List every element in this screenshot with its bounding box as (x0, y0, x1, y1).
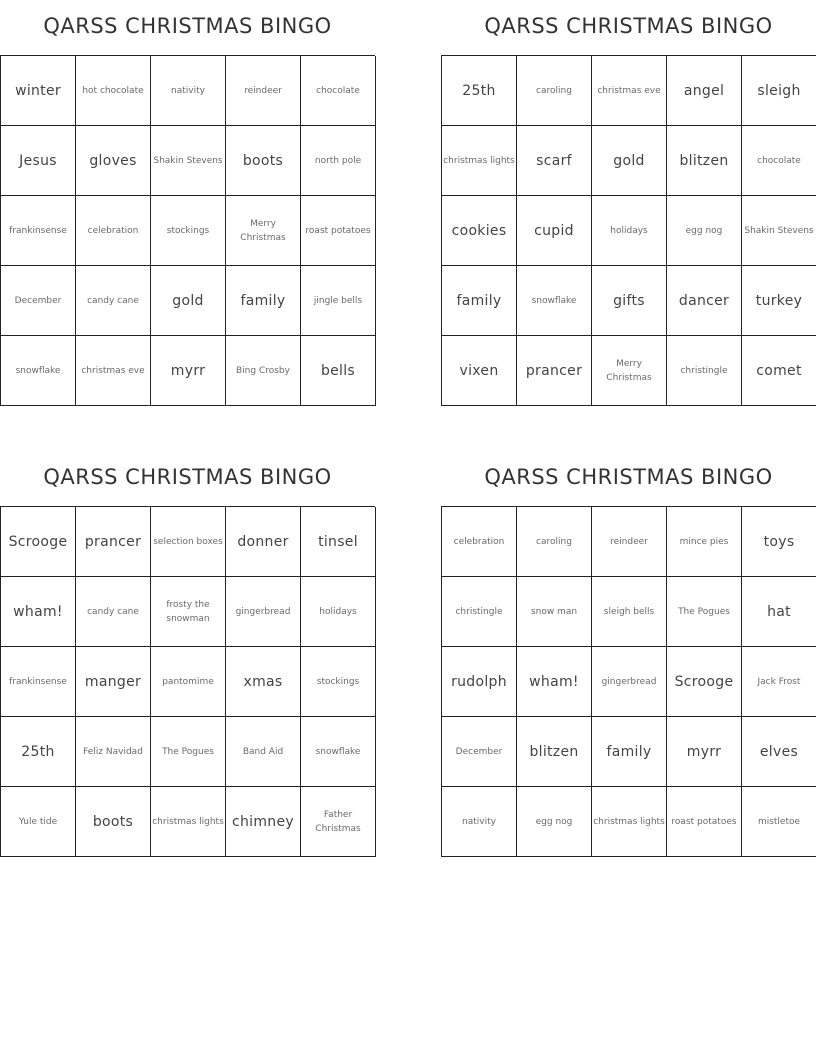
bingo-cell (301, 577, 376, 647)
bingo-cell-text: hot chocolate (82, 85, 144, 96)
bingo-cell (742, 717, 816, 787)
bingo-cell (667, 126, 742, 196)
bingo-cell (517, 507, 592, 577)
bingo-cell-text: blitzen (679, 152, 729, 169)
bingo-cell-text: Scrooge (8, 533, 68, 550)
bingo-cell (151, 577, 226, 647)
bingo-cell (76, 787, 151, 857)
bingo-cell (742, 336, 816, 406)
bingo-cell (592, 787, 667, 857)
bingo-cell-text: celebration (453, 536, 505, 547)
bingo-cell (442, 647, 517, 717)
bingo-cell (517, 196, 592, 266)
bingo-cell-text: snowflake (315, 746, 361, 757)
bingo-cell (301, 196, 376, 266)
card-title: QARSS CHRISTMAS BINGO (43, 14, 332, 38)
bingo-cell (1, 126, 76, 196)
bingo-cell (226, 647, 301, 717)
bingo-cell-text: chocolate (757, 155, 801, 166)
bingo-cell (301, 336, 376, 406)
bingo-cell (667, 266, 742, 336)
bingo-cell (592, 507, 667, 577)
bingo-cell-text: bells (320, 362, 356, 379)
bingo-cell-text: gold (172, 292, 204, 309)
bingo-cell-text: Yule tide (18, 816, 58, 827)
bingo-cell-text: gingerbread (235, 606, 291, 617)
bingo-cell-text: boots (92, 813, 134, 830)
bingo-cell-text: Jack Frost (757, 676, 801, 687)
bingo-cell-text: prancer (525, 362, 583, 379)
bingo-cell (592, 196, 667, 266)
bingo-cell-text: myrr (170, 362, 206, 379)
bingo-cell-text: caroling (536, 536, 572, 547)
bingo-cell (442, 196, 517, 266)
bingo-cell-text: elves (759, 743, 799, 760)
bingo-cell (517, 126, 592, 196)
bingo-cell-text: winter (15, 82, 61, 99)
bingo-cell-text: christingle (680, 365, 728, 376)
bingo-grid (0, 506, 375, 857)
bingo-cell-text: donner (237, 533, 289, 550)
bingo-cell-text: Shakin Stevens (153, 155, 223, 166)
bingo-cell (742, 266, 816, 336)
bingo-cell-text: Father Christmas (315, 809, 361, 834)
bingo-cell (1, 56, 76, 126)
bingo-cell (151, 787, 226, 857)
card-title: QARSS CHRISTMAS BINGO (484, 14, 773, 38)
bingo-cell-text: 25th (21, 743, 55, 760)
bingo-cell-text: Bing Crosby (236, 365, 290, 376)
bingo-cell-text: chocolate (316, 85, 360, 96)
bingo-cell (517, 577, 592, 647)
bingo-cell (151, 507, 226, 577)
bingo-cell (226, 126, 301, 196)
bingo-cell-text: snowflake (15, 365, 61, 376)
bingo-cell-text: Scrooge (674, 673, 734, 690)
bingo-cell-text: cupid (534, 222, 574, 239)
bingo-cell-text: hat (767, 603, 791, 620)
bingo-cell-text: frankinsense (9, 676, 67, 687)
bingo-cell (517, 56, 592, 126)
bingo-cell (442, 507, 517, 577)
bingo-cell (442, 577, 517, 647)
bingo-cell-text: cookies (451, 222, 507, 239)
bingo-cell-text: blitzen (529, 743, 579, 760)
bingo-cell-text: candy cane (87, 606, 139, 617)
bingo-cell (1, 266, 76, 336)
bingo-cell (76, 507, 151, 577)
bingo-cell-text: myrr (686, 743, 722, 760)
bingo-cell (76, 196, 151, 266)
bingo-cell-text: jingle bells (313, 295, 363, 306)
bingo-cell-text: holidays (610, 225, 648, 236)
bingo-cell (667, 336, 742, 406)
bingo-card-2 (441, 0, 816, 406)
bingo-card-1 (0, 0, 375, 406)
bingo-cell-text: tinsel (318, 533, 358, 550)
bingo-cell-text: Feliz Navidad (83, 746, 143, 757)
bingo-cell-text: manger (84, 673, 142, 690)
bingo-cell (667, 717, 742, 787)
bingo-cell-text: gingerbread (601, 676, 657, 687)
bingo-cell (226, 717, 301, 787)
bingo-cell-text: Merry Christmas (240, 218, 286, 243)
bingo-cell (151, 56, 226, 126)
bingo-cell (76, 336, 151, 406)
bingo-cell (1, 577, 76, 647)
bingo-cell-text: family (240, 292, 286, 309)
bingo-cell-text: wham! (13, 603, 63, 620)
bingo-cell-text: gloves (89, 152, 137, 169)
bingo-cell (517, 787, 592, 857)
bingo-cell-text: comet (756, 362, 802, 379)
bingo-cell-text: The Pogues (678, 606, 730, 617)
bingo-cell-text: roast potatoes (305, 225, 371, 236)
bingo-cell-text: pantomime (162, 676, 214, 687)
bingo-card-3 (0, 451, 375, 857)
bingo-cell (1, 647, 76, 717)
bingo-cell (226, 577, 301, 647)
bingo-cell-text: gold (613, 152, 645, 169)
bingo-cell (442, 336, 517, 406)
bingo-cell-text: reindeer (244, 85, 282, 96)
bingo-cell-text: December (455, 746, 503, 757)
bingo-cell-text: Band Aid (242, 746, 284, 757)
bingo-cell (517, 266, 592, 336)
bingo-cell (76, 266, 151, 336)
bingo-cell (1, 507, 76, 577)
bingo-cell (301, 507, 376, 577)
card-title: QARSS CHRISTMAS BINGO (43, 465, 332, 489)
bingo-cell (442, 126, 517, 196)
bingo-cell-text: toys (763, 533, 795, 550)
bingo-cell-text: family (606, 743, 652, 760)
bingo-cell-text: celebration (87, 225, 139, 236)
bingo-cell (151, 266, 226, 336)
bingo-cell-text: sleigh bells (603, 606, 655, 617)
bingo-cell (301, 266, 376, 336)
bingo-cell-text: frosty the snowman (166, 599, 210, 624)
bingo-cell-text: gifts (613, 292, 645, 309)
bingo-cell-text: candy cane (87, 295, 139, 306)
bingo-cell (667, 647, 742, 717)
bingo-cell (301, 56, 376, 126)
bingo-cell (667, 507, 742, 577)
card-title: QARSS CHRISTMAS BINGO (484, 465, 773, 489)
bingo-cell-text: nativity (171, 85, 205, 96)
bingo-cell (517, 336, 592, 406)
bingo-cell-text: reindeer (610, 536, 648, 547)
bingo-cell-text: mince pies (679, 536, 729, 547)
bingo-cell (742, 507, 816, 577)
bingo-cell-text: December (14, 295, 62, 306)
bingo-cell-text: christmas lights (593, 816, 665, 827)
bingo-grid (0, 55, 375, 406)
bingo-cell (226, 336, 301, 406)
bingo-cell (667, 56, 742, 126)
bingo-cell-text: family (456, 292, 502, 309)
bingo-cell (442, 56, 517, 126)
bingo-cell-text: 25th (462, 82, 496, 99)
bingo-cell-text: roast potatoes (671, 816, 737, 827)
bingo-cell (442, 787, 517, 857)
bingo-cell (226, 507, 301, 577)
bingo-cell-text: snow man (530, 606, 578, 617)
bingo-cell (592, 647, 667, 717)
bingo-grid (441, 55, 816, 406)
bingo-grid (441, 506, 816, 857)
bingo-cell-text: egg nog (535, 816, 573, 827)
bingo-cell-text: wham! (529, 673, 579, 690)
bingo-cell (226, 196, 301, 266)
bingo-cell-text: boots (242, 152, 284, 169)
bingo-cell (742, 196, 816, 266)
bingo-cell-text: angel (683, 82, 725, 99)
bingo-cell-text: christingle (455, 606, 503, 617)
bingo-cell-text: holidays (319, 606, 357, 617)
bingo-cell-text: sleigh (757, 82, 801, 99)
bingo-cell-text: christmas eve (81, 365, 145, 376)
bingo-cell-text: prancer (84, 533, 142, 550)
bingo-cell-text: chimney (232, 813, 294, 830)
bingo-cell-text: The Pogues (162, 746, 214, 757)
bingo-cell-text: dancer (678, 292, 730, 309)
bingo-cell-text: mistletoe (757, 816, 801, 827)
bingo-cell (76, 126, 151, 196)
bingo-cell (667, 787, 742, 857)
bingo-cell (226, 266, 301, 336)
bingo-cell (151, 336, 226, 406)
bingo-cell-text: vixen (459, 362, 499, 379)
bingo-card-4 (441, 451, 816, 857)
bingo-cell-text: turkey (755, 292, 803, 309)
bingo-cell (226, 56, 301, 126)
bingo-cell (226, 787, 301, 857)
bingo-cell-text: selection boxes (153, 536, 223, 547)
bingo-cell (151, 126, 226, 196)
bingo-cell (442, 717, 517, 787)
bingo-cell (592, 577, 667, 647)
bingo-cell (76, 647, 151, 717)
bingo-cell-text: nativity (462, 816, 496, 827)
bingo-cell (1, 336, 76, 406)
bingo-cell (1, 717, 76, 787)
bingo-cell (592, 336, 667, 406)
bingo-cell-text: xmas (243, 673, 283, 690)
bingo-cell (301, 126, 376, 196)
bingo-cell (742, 787, 816, 857)
bingo-cell (667, 196, 742, 266)
bingo-cell (76, 577, 151, 647)
bingo-cell-text: christmas eve (597, 85, 661, 96)
bingo-cell-text: caroling (536, 85, 572, 96)
bingo-cell-text: Merry Christmas (606, 358, 652, 383)
bingo-cell (1, 196, 76, 266)
bingo-cell (592, 126, 667, 196)
bingo-cell (151, 717, 226, 787)
bingo-cell (151, 647, 226, 717)
bingo-cell-text: stockings (166, 225, 210, 236)
bingo-cell-text: egg nog (685, 225, 723, 236)
bingo-cell (301, 647, 376, 717)
bingo-cell-text: Shakin Stevens (744, 225, 814, 236)
bingo-cell (151, 196, 226, 266)
bingo-cell-text: rudolph (451, 673, 507, 690)
bingo-cell (301, 787, 376, 857)
bingo-cell (1, 787, 76, 857)
bingo-cell (76, 56, 151, 126)
bingo-cell-text: snowflake (531, 295, 577, 306)
bingo-cell (742, 56, 816, 126)
bingo-cell (442, 266, 517, 336)
bingo-cell (742, 647, 816, 717)
bingo-cell (667, 577, 742, 647)
bingo-cell (742, 577, 816, 647)
bingo-cell-text: north pole (314, 155, 362, 166)
bingo-cell (592, 56, 667, 126)
bingo-cell-text: scarf (536, 152, 572, 169)
bingo-cell-text: christmas lights (152, 816, 224, 827)
bingo-cell (742, 126, 816, 196)
bingo-cell-text: christmas lights (443, 155, 515, 166)
bingo-cell (517, 717, 592, 787)
bingo-cell (517, 647, 592, 717)
bingo-cell-text: Jesus (19, 152, 57, 169)
bingo-cell (301, 717, 376, 787)
bingo-cell (76, 717, 151, 787)
bingo-cell (592, 266, 667, 336)
bingo-cell-text: stockings (316, 676, 360, 687)
bingo-cell-text: frankinsense (9, 225, 67, 236)
bingo-cell (592, 717, 667, 787)
